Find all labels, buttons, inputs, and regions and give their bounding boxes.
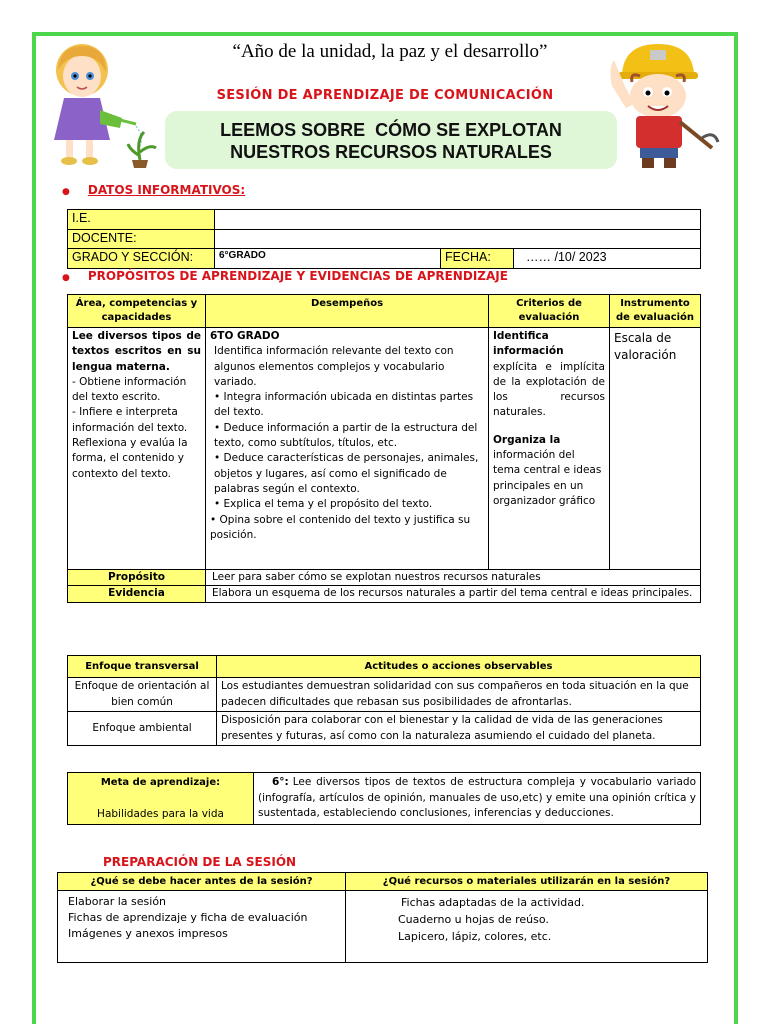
- bullet-icon: ●: [62, 187, 70, 197]
- area-cell: [68, 328, 206, 570]
- proposito-label: Propósito: [68, 570, 206, 586]
- habilidades-label: Habilidades para la vida: [97, 807, 224, 820]
- criterios-cell: [489, 328, 610, 570]
- meta-label: Meta de aprendizaje:: [100, 777, 221, 788]
- preparacion-table: [57, 872, 708, 963]
- area-capacidad-2: - Infiere e interpreta información del texto.: [72, 406, 188, 434]
- list-item: Imágenes y anexos impresos: [68, 927, 228, 940]
- grado-value[interactable]: 6°GRADO: [215, 249, 441, 269]
- preparacion-heading: PREPARACIÓN DE LA SESIÓN: [103, 855, 297, 869]
- table-row: [68, 210, 701, 230]
- list-item: Elaborar la sesión: [68, 895, 167, 908]
- list-item: Fichas de aprendizaje y ficha de evaluación: [68, 911, 308, 924]
- grado-label: GRADO Y SECCIÓN:: [68, 249, 215, 269]
- table-row: [68, 586, 701, 602]
- enfoque-name: Enfoque ambiental: [68, 712, 217, 746]
- recursos-cell: [346, 891, 708, 963]
- evidencia-label: Evidencia: [68, 586, 206, 602]
- col-area: Área, competencias y capacidades: [68, 295, 206, 328]
- enfoque-actitud: Los estudiantes demuestran solidaridad con sus compañeros en toda situación en la que padecen dificultades que rebasan sus posibilidades de afrontarlas.: [217, 678, 701, 712]
- table-header-row: [58, 873, 708, 891]
- docente-value-cell[interactable]: [215, 229, 701, 249]
- col-desempenos: Desempeños: [206, 295, 489, 328]
- col-criterios: Criterios de evaluación: [489, 295, 610, 328]
- datos-informativos-table: [67, 209, 701, 269]
- main-title-line1: LEEMOS SOBRE CÓMO SE EXPLOTAN: [220, 120, 562, 140]
- meta-text: Lee diversos tipos de textos de estructura compleja y vocabulario variado (infografía, artículos de opinión, manuales de uso,etc) y emite una opinión crítica y sustentada, estableciendo conclusiones, inferencias y deducciones.: [258, 776, 696, 819]
- col-enfoque: Enfoque transversal: [68, 656, 217, 678]
- table-row: [68, 712, 701, 746]
- table-row: [68, 773, 701, 825]
- main-title-line2: NUESTROS RECURSOS NATURALES: [230, 142, 552, 162]
- list-item: Fichas adaptadas de la actividad.: [401, 896, 585, 909]
- table-row: [68, 678, 701, 712]
- proposito-value: Leer para saber cómo se explotan nuestros recursos naturales: [206, 570, 701, 586]
- desempeno-3: • Deduce información a partir de la estructura del texto, como subtítulos, títulos, etc.: [214, 421, 478, 450]
- ie-value-cell[interactable]: [215, 210, 701, 230]
- criterio-1-text: explícita e implícita de la explotación de los recursos naturales.: [493, 360, 605, 419]
- meta-grade: 6°:: [272, 776, 289, 788]
- docente-label: DOCENTE:: [68, 229, 215, 249]
- meta-aprendizaje-table: [67, 772, 701, 825]
- desempeno-6: • Opina sobre el contenido del texto y justifica su posición.: [210, 513, 471, 541]
- enfoque-actitud: Disposición para colaborar con el bienestar y la calidad de vida de las generaciones presentes y futuras, así como con la naturaleza asumiendo el cuidado del planeta.: [217, 712, 701, 746]
- boy-miner-illustration: [600, 38, 720, 170]
- area-capacidad-3: Reflexiona y evalúa la forma, el contenido y contexto del texto.: [72, 437, 188, 480]
- col-instrumento: Instrumento de evaluación: [610, 295, 701, 328]
- datos-heading-text: DATOS INFORMATIVOS:: [87, 183, 246, 197]
- table-row: [68, 328, 701, 570]
- table-header-row: [68, 656, 701, 678]
- antes-cell: [58, 891, 346, 963]
- propositos-table: [67, 294, 701, 603]
- col-antes: ¿Qué se debe hacer antes de la sesión?: [58, 873, 346, 891]
- instrumento-cell: Escala de valoración: [610, 328, 701, 570]
- col-recursos: ¿Qué recursos o materiales utilizarán en la sesión?: [346, 873, 708, 891]
- propositos-heading: [62, 269, 508, 283]
- table-row: [68, 570, 701, 586]
- list-item: Lapicero, lápiz, colores, etc.: [398, 930, 552, 943]
- propositos-heading-text: PROPÓSITOS DE APRENDIZAJE Y EVIDENCIAS DE APRENDIZAJE: [87, 269, 508, 283]
- main-title-box: [165, 111, 617, 169]
- criterio-1-bold: Identifica información: [493, 330, 564, 358]
- year-motto: “Año de la unidad, la paz y el desarrollo”: [232, 41, 548, 62]
- enfoque-name: Enfoque de orientación al bien común: [68, 678, 217, 712]
- meta-label-cell: [68, 773, 254, 825]
- table-row: [68, 249, 701, 269]
- area-capacidad-1: - Obtiene información del texto escrito.: [72, 375, 187, 404]
- table-row: [58, 891, 708, 963]
- desempeno-4: • Deduce características de personajes, animales, objetos y lugares, así como el significado de palabras según el contexto.: [214, 452, 479, 495]
- fecha-label: FECHA:: [441, 249, 514, 269]
- table-row: [68, 229, 701, 249]
- session-title: SESIÓN DE APRENDIZAJE DE COMUNICACIÓN: [216, 88, 554, 103]
- col-actitudes: Actitudes o acciones observables: [217, 656, 701, 678]
- table-header-row: [68, 295, 701, 328]
- criterio-2-bold: Organiza la: [493, 433, 561, 446]
- list-item: Cuaderno u hojas de reúso.: [398, 913, 549, 926]
- area-competencia: Lee diversos tipos de textos escritos en su lengua materna.: [72, 330, 201, 373]
- desempeno-2: • Integra información ubicada en distintas partes del texto.: [214, 391, 474, 419]
- girl-watering-plant-illustration: [40, 40, 165, 170]
- bullet-icon: ●: [62, 273, 70, 283]
- ie-label: I.E.: [68, 210, 215, 230]
- desempenos-cell: [206, 328, 489, 570]
- criterio-2-text: información del tema central e ideas principales en un organizador gráfico: [493, 449, 602, 507]
- desempeno-1: Identifica información relevante del texto con algunos elementos complejos y vocabulario variado.: [214, 345, 454, 388]
- evidencia-value: Elabora un esquema de los recursos naturales a partir del tema central e ideas principales.: [206, 586, 701, 602]
- datos-heading: [62, 183, 245, 197]
- desempeno-grado: 6TO GRADO: [210, 330, 280, 342]
- enfoque-transversal-table: [67, 655, 701, 746]
- meta-text-cell: [254, 773, 701, 825]
- fecha-value[interactable]: …… /10/ 2023: [514, 249, 701, 269]
- desempeno-5: • Explica el tema y el propósito del texto.: [214, 498, 433, 511]
